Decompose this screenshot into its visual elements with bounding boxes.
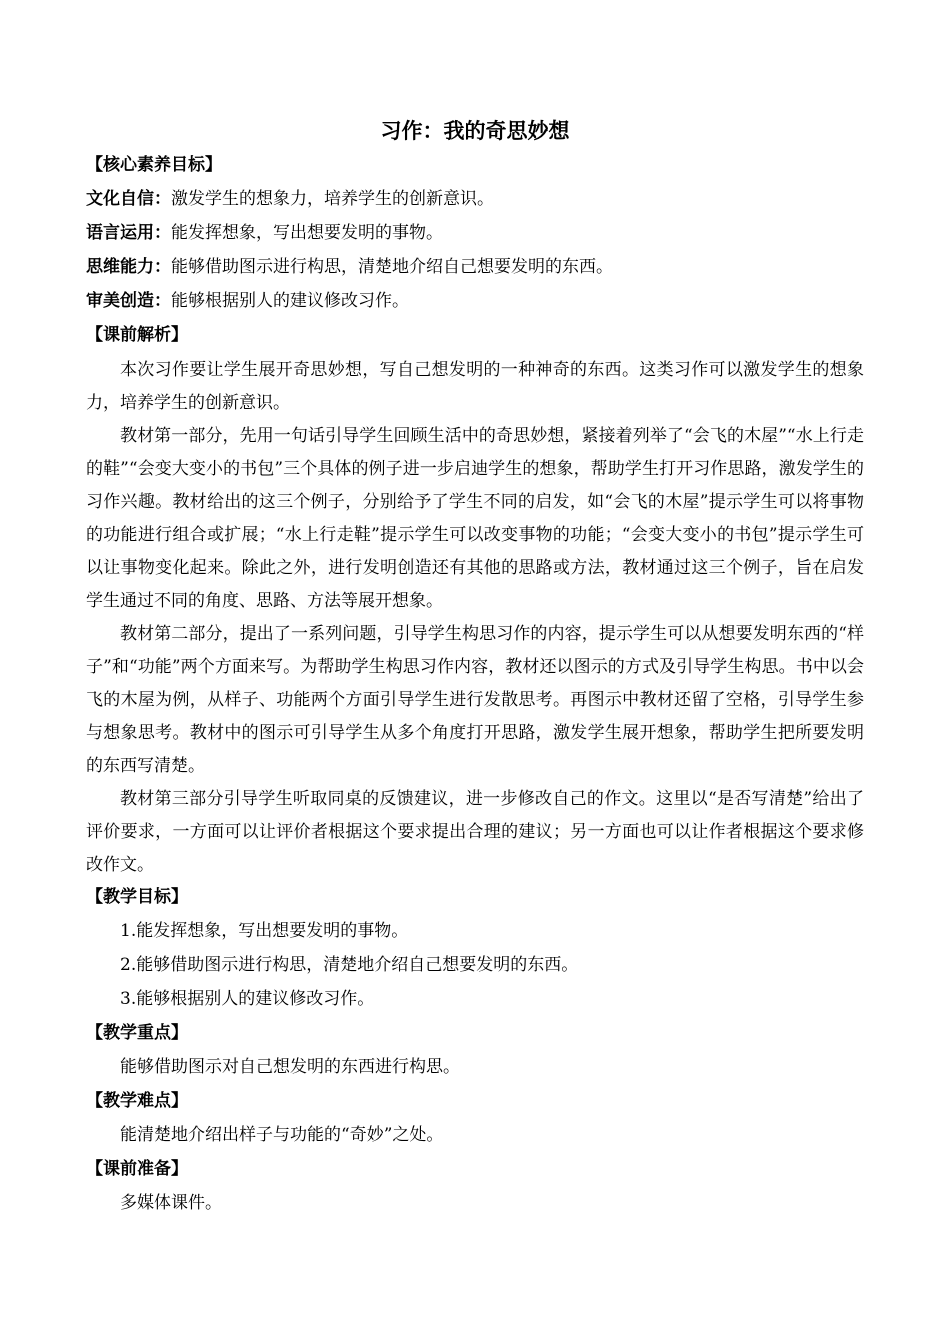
key-point-text: 能够借助图示对自己想发明的东西进行构思。 [120, 1057, 460, 1077]
core-item-text: 激发学生的想象力，培养学生的创新意识。 [171, 189, 494, 209]
core-item-label: 文化自信： [86, 189, 171, 209]
section-heading-analysis: 【课前解析】 [86, 325, 188, 345]
core-item-label: 审美创造： [86, 291, 171, 311]
core-item-text: 能够借助图示进行构思，清楚地介绍自己想要发明的东西。 [171, 257, 613, 277]
core-item-label: 思维能力： [86, 257, 171, 277]
core-item-text: 能够根据别人的建议修改习作。 [171, 291, 409, 311]
core-item-thinking [86, 252, 864, 283]
core-item-text: 能发挥想象，写出想要发明的事物。 [171, 223, 443, 243]
core-item-language [86, 218, 864, 249]
analysis-paragraph: 教材第二部分，提出了一系列问题，引导学生构思习作的内容，提示学生可以从想要发明东西的“样子”和“功能”两个方面来写。为帮助学生构思习作内容，教材还以图示的方式及引导学生构思。书中以会飞的木屋为例，从样子、功能两个方面引导学生进行发散思考。再图示中教材还留了空格，引导学生参与想象思考。教材中的图示可引导学生从多个角度打开思路，激发学生展开想象，帮助学生把所要发明的东西写清楚。 [86, 624, 864, 776]
core-item-label: 语言运用： [86, 223, 171, 243]
core-item-aesthetic [86, 286, 864, 317]
prep-text: 多媒体课件。 [120, 1193, 222, 1213]
core-item-culture [86, 184, 864, 215]
section-heading-key: 【教学重点】 [86, 1023, 188, 1043]
analysis-paragraph: 本次习作要让学生展开奇思妙想，写自己想发明的一种神奇的东西。这类习作可以激发学生的想象力，培养学生的创新意识。 [86, 360, 864, 413]
analysis-paragraph: 教材第三部分引导学生听取同桌的反馈建议，进一步修改自己的作文。这里以“是否写清楚”给出了评价要求，一方面可以让评价者根据这个要求提出合理的建议；另一方面也可以让作者根据这个要求修改作文。 [86, 789, 864, 875]
section-heading-core: 【核心素养目标】 [86, 155, 222, 175]
goal-item: 2.能够借助图示进行构思，清楚地介绍自己想要发明的东西。 [120, 955, 579, 975]
section-heading-difficulty: 【教学难点】 [86, 1091, 188, 1111]
page-title: 习作：我的奇思妙想 [380, 119, 570, 143]
section-heading-goals: 【教学目标】 [86, 887, 188, 907]
goal-item: 3.能够根据别人的建议修改习作。 [120, 989, 375, 1009]
difficulty-text: 能清楚地介绍出样子与功能的“奇妙”之处。 [120, 1125, 444, 1145]
analysis-paragraph: 教材第一部分，先用一句话引导学生回顾生活中的奇思妙想，紧接着列举了“会飞的木屋”“水上行走的鞋”“会变大变小的书包”三个具体的例子进一步启迪学生的想象，帮助学生打开习作思路，激发学生的习作兴趣。教材给出的这三个例子，分别给予了学生不同的启发，如“会飞的木屋”提示学生可以将事物的功能进行组合或扩展；“水上行走鞋”提示学生可以改变事物的功能；“会变大变小的书包”提示学生可以让事物变化起来。除此之外，进行发明创造还有其他的思路或方法，教材通过这三个例子，旨在启发学生通过不同的角度、思路、方法等展开想象。 [86, 426, 864, 611]
goal-item: 1.能发挥想象，写出想要发明的事物。 [120, 921, 409, 941]
section-heading-prep: 【课前准备】 [86, 1159, 188, 1179]
